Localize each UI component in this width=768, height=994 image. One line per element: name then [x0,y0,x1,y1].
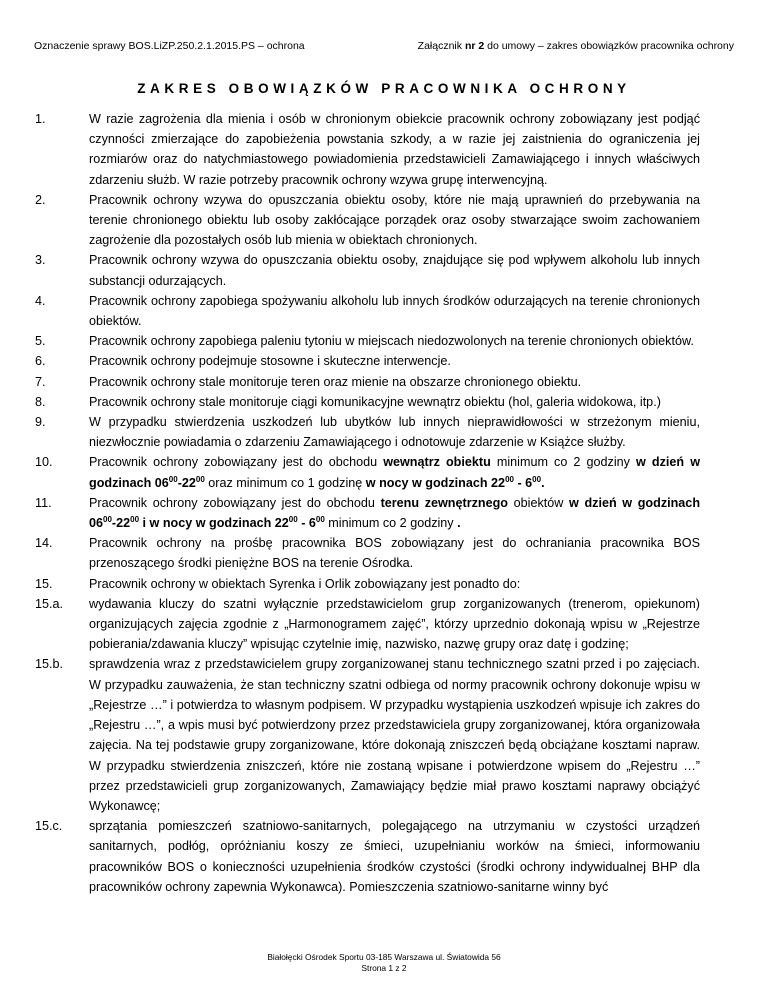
item-number: 9. [35,415,46,430]
page-title: ZAKRES OBOWIĄZKÓW PRACOWNIKA OCHRONY [137,81,631,96]
attachment-reference: Załącznik nr 2 do umowy – zakres obowiązków pracownika ochrony [417,40,734,52]
item-text: W razie zagrożenia dla mienia i osób w chronionym obiekcie pracownik ochrony zobowiązany jest podjąć czynności zmierzające do zapobieżenia powstania szkody, a w razie jej zaistnienia do ograniczenia jej rozmiarów oraz do natychmiastowego powiadomienia przedstawicieli Zamawiającego i innych właściwych zdarzeniu służb. W razie potrzeby pracownik ochrony wzywa grupę interwencyjną. [89,112,700,187]
list-item-10 [35,452,700,492]
item-text: Pracownik ochrony wzywa do opuszczania obiektu osoby, znajdujące się pod wpływem alkoholu lub innych substancji odurzających. [89,253,700,288]
list-item [35,574,700,594]
item-number: 11. [35,495,52,510]
item-number: 4. [35,293,46,308]
item-text: Pracownik ochrony wzywa do opuszczania obiektu osoby, które nie mają uprawnień do przebywania na terenie chronionego obiektu lub osoby zakłócające porządek oraz osoby stwarzające swoim zachowaniem zagrożenie dla pozostałych osób lub mienia w obiektach chronionych. [89,192,700,248]
item-number: 2. [35,192,46,207]
item-text: Pracownik ochrony zapobiega paleniu tytoniu w miejscach niedozwolonych na terenie chronionych obiektów. [89,334,694,349]
item-text: Pracownik ochrony w obiektach Syrenka i Orlik zobowiązany jest ponadto do: [89,576,521,591]
list-item [35,533,700,573]
item-number: 15.c. [35,819,63,834]
page-footer [0,952,768,974]
list-item [35,331,700,351]
item-number: 15.b. [35,657,64,672]
page-number: Strona 1 z 2 [361,963,407,973]
item-text: Pracownik ochrony podejmuje stosowne i skuteczne interwencje. [89,354,451,369]
list-item [35,190,700,251]
footer-address: Białołęcki Ośrodek Sportu 03-185 Warszawa ul. Światowida 56 [267,952,501,962]
list-item [35,816,700,897]
case-reference: Oznaczenie sprawy BOS.LiZP.250.2.1.2015.PS – ochrona [34,40,305,52]
list-item [35,412,700,452]
item-text: Pracownik ochrony stale monitoruje teren oraz mienie na obszarze chronionego obiektu. [89,374,582,389]
item-number: 3. [35,253,46,268]
list-item [35,392,700,412]
list-item [35,250,700,290]
item-number: 7. [35,374,46,389]
item-text: Pracownik ochrony stale monitoruje ciągi komunikacyjne wewnątrz obiektu (hol, galeria widokowa, itp.) [89,394,661,409]
item-number: 14. [35,536,53,551]
list-item-11 [35,493,700,533]
item-number: 15.a. [35,596,64,611]
list-item [35,372,700,392]
list-item [35,109,700,190]
page-header [34,40,734,52]
duties-list [35,109,700,897]
item-number: 8. [35,394,46,409]
list-item [35,351,700,371]
list-item [35,291,700,331]
item-text: W przypadku stwierdzenia uszkodzeń lub ubytków lub innych nieprawidłowości w strzeżonym mieniu, niezwłocznie powiadamia o zdarzeniu Zamawiającego i odnotowuje zdarzenie w Książce służby. [89,415,700,450]
item-number: 10. [35,455,53,470]
item-number: 6. [35,354,46,369]
item-text: wydawania kluczy do szatni wyłącznie przedstawicielom grup zorganizowanych (trenerom, opiekunom) organizujących zajęcia zgodnie z „Harmonogramem zajęć”, którzy uprzednio dokonają wpisu w „Rejestrze pobierania/zdawania kluczy” wpisując czytelnie imię, nazwisko, nazwę grupy oraz datę i godzinę; [89,596,700,652]
item-number: 15. [35,576,53,591]
list-item [35,654,700,816]
item-number: 5. [35,334,46,349]
item-number: 1. [35,112,46,126]
item-text: Pracownik ochrony zobowiązany jest do obchodu wewnątrz obiektu minimum co 2 godziny w dzień w godzinach $06^{00}-22^{00}$ oraz minimum co 1 godzinę w nocy w godzinach $22^{00} - 6^{00}$. [89,455,700,490]
item-text: Pracownik ochrony zapobiega spożywaniu alkoholu lub innych środków odurzających na terenie chronionych obiektów. [89,293,700,329]
item-text: sprawdzenia wraz z przedstawicielem grupy zorganizowanej stanu technicznego szatni przed i po zajęciach. W przypadku zauważenia, że stan techniczny szatni odbiega od normy pracownik ochrony dokonuje wpisu w „Rejestrze …” i potwierdza to własnym podpisem. W przypadku wystąpienia uszkodzeń wpisuje ich zakres do „Rejestru …”, a wpis musi być potwierdzony przez przedstawiciela grupy zorganizowanej, która organizowała zajęcia. Na tej podstawie grupy zorganizowane, które dokonają zniszczeń będą obciążane kosztami napraw. W przypadku stwierdzenia zniszczeń, które nie zostaną wpisane i potwierdzone wpisem do „Rejestru …” przez przedstawicieli grup zorganizowanych, Zamawiający będzie miał prawo kosztami naprawy obciążyć Wykonawcę; [89,657,700,813]
list-item [35,594,700,655]
item-text: sprzątania pomieszczeń szatniowo-sanitarnych, polegającego na utrzymaniu w czystości urządzeń sanitarnych, podłóg, opróżnianiu koszy ze śmieci, uzupełnianiu worków na śmieci, informowaniu pracowników BOS o konieczności uzupełnienia środków czystości (środki ochrony indywidualnej BHP dla pracowników ochrony zapewnia Wykonawca). Pomieszczenia szatniowo-sanitarne winny być [89,819,700,894]
item-text: Pracownik ochrony zobowiązany jest do obchodu terenu zewnętrznego obiektów w dzień w godzinach $06^{00}-22^{00}$ i w nocy w godzinach $22^{00} - 6^{00}$ minimum co 2 godziny . [89,495,701,531]
item-text: Pracownik ochrony na prośbę pracownika BOS zobowiązany jest do ochraniania pracownika BOS przenoszącego środki pieniężne BOS na terenie Ośrodka. [89,536,700,571]
